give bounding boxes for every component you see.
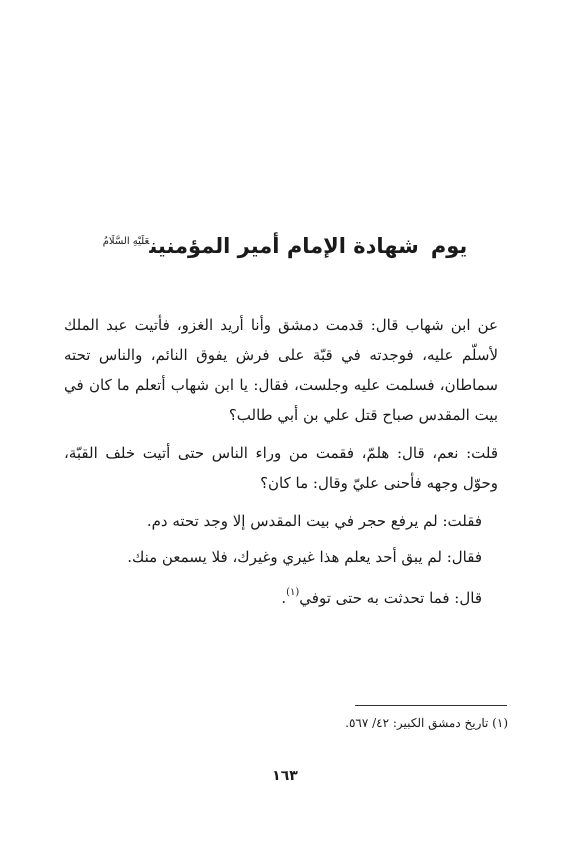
closing-line bbox=[64, 578, 510, 613]
paragraph-narration: عن ابن شهاب قال: قدمت دمشق وأنا أريد الغزو، فأتيت عبد الملك لأسلّم عليه، فوجدته في قبّة على فرش يفوق النائم، والناس تحته سماطان، فسلمت عليه وجلست، فقال: يا ابن شهاب أتعلم ما كان في بيت المقدس صباح قتل علي بن أبي طالب؟ bbox=[64, 316, 498, 424]
heading-main: شهادة الإمام أمير المؤمنين bbox=[149, 234, 419, 258]
closing-end: . bbox=[281, 589, 287, 607]
heading-honorific: عَلَيْهِ السَّلَامُ bbox=[102, 236, 150, 247]
body-text bbox=[64, 310, 510, 619]
dialog-line-1: فقلت: لم يرفع حجر في بيت المقدس إلا وجد تحته دم. bbox=[146, 512, 482, 530]
closing-text: قال: فما تحدثت به حتى توفي bbox=[299, 589, 482, 607]
footnote: (١) تاريخ دمشق الكبير: ٤٢/ ٥٦٧. bbox=[345, 716, 508, 730]
dialog-line-2: فقال: لم يبق أحد يعلم هذا غيري وغيرك، فلا يسمعن منك. bbox=[127, 548, 482, 566]
page-number: ١٦٣ bbox=[272, 768, 298, 784]
paragraph-reply: قلت: نعم، قال: هلمّ، فقمت من وراء الناس حتى أتيت خلف القبّة، وحوّل وجهه فأحنى عليّ وقال: ما كان؟ bbox=[64, 444, 498, 492]
footnote-divider bbox=[355, 705, 507, 706]
footnote-reference: (١) bbox=[286, 587, 300, 598]
chapter-heading bbox=[60, 226, 510, 262]
heading-prefix: يوم bbox=[430, 234, 468, 258]
